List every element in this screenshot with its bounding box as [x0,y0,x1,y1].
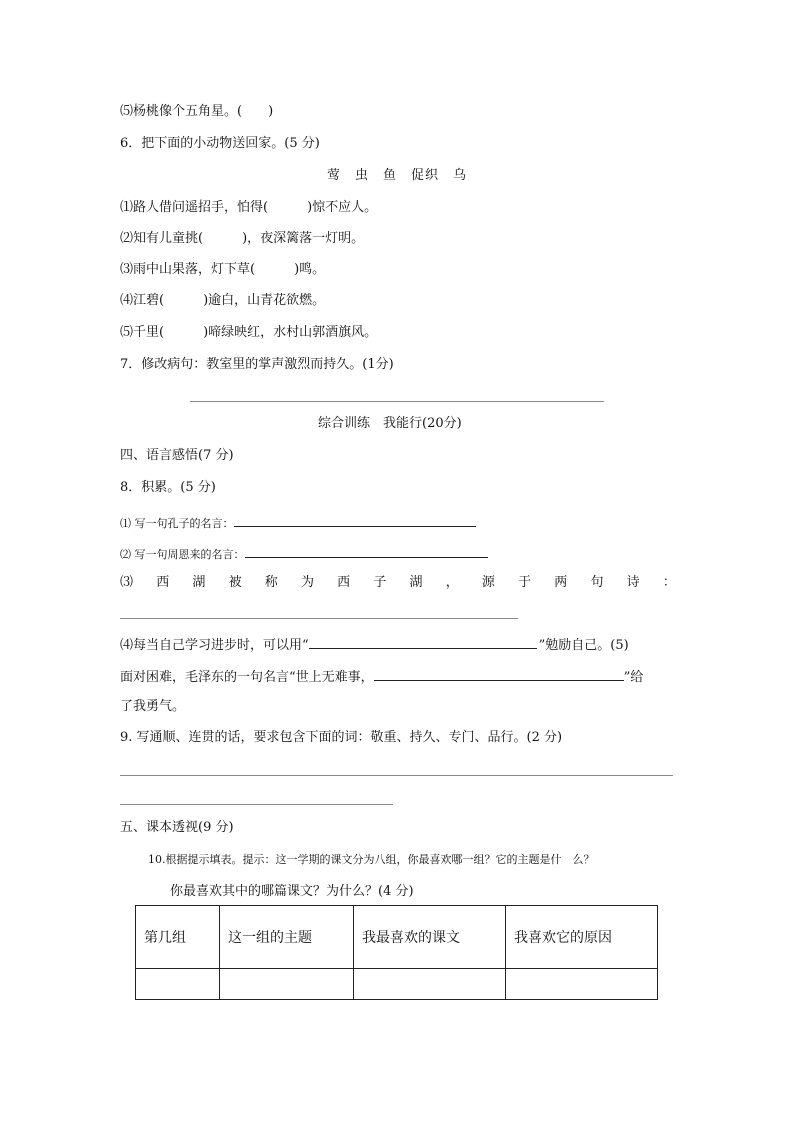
char: 称 [264,575,278,590]
question-8-item-5-cont: 了我勇气。 [120,699,186,714]
char: 西 [156,575,170,590]
question-6-item-5: ⑸千里( )啼绿映红，水村山郭酒旗风。 [120,325,378,340]
char: 句 [590,575,604,590]
table-header-cell: 第几组 [136,906,220,969]
section-title: 综合训练 我能行(20分) [318,416,462,431]
answer-line[interactable] [120,618,518,619]
char: 诗 [626,575,640,590]
char: 湖 [409,575,423,590]
char: 子 [373,575,387,590]
question-8-item-3 [120,574,676,592]
question-8-title: 8．积累。(5 分) [120,480,216,495]
answer-blank[interactable] [245,543,488,558]
question-8-item-4 [120,634,629,655]
char: ： [662,575,676,590]
char: 源 [481,575,495,590]
table-row [136,969,658,1000]
answer-blank[interactable] [309,634,537,649]
question-8-item-2 [120,543,488,564]
answer-line[interactable] [120,775,673,776]
char: 湖 [192,575,206,590]
section-divider [190,401,604,402]
answer-table [135,905,658,1000]
question-6-title: 6．把下面的小动物送回家。(5 分) [120,136,320,151]
item-5-5: ⑸杨桃像个五角星。( ) [120,104,274,119]
char: 被 [228,575,242,590]
question-6-item-1: ⑴路人借问遥招手，怕得( )惊不应人。 [120,200,378,215]
part-5-heading: 五、课本透视(9 分) [120,820,234,835]
table-header-row [136,906,658,969]
question-8-item-4-prefix: ⑷每当自己学习进步时，可以用“ [120,638,309,653]
question-10-prompt-cont: 你最喜欢其中的哪篇课文？为什么？(4 分) [170,884,414,899]
table-header-cell: 我最喜欢的课文 [354,906,506,969]
question-10-prompt: 10.根据提示填表。提示：这一学期的课文分为八组，你最喜欢哪一组？它的主题是什 么？ [148,853,595,866]
question-8-item-5 [120,666,643,687]
part-4-heading: 四、语言感悟(7 分) [120,448,234,463]
char: 西 [337,575,351,590]
question-8-item-5-prefix: 面对困难，毛泽东的一句名言“世上无难事， [120,670,374,685]
question-8-item-1 [120,512,476,533]
answer-blank[interactable] [374,666,624,681]
question-7: 7．修改病句：教室里的掌声激烈而持久。(1分) [120,357,394,372]
table-cell[interactable] [220,969,354,1000]
answer-line[interactable] [120,804,393,805]
question-8-item-5-suffix: ”给 [623,670,644,685]
char: 为 [300,575,314,590]
table-header-cell: 我喜欢它的原因 [506,906,658,969]
question-8-item-2-label: ⑵ 写一句周恩来的名言： [120,548,245,561]
answer-blank[interactable] [234,512,476,527]
table-cell[interactable] [506,969,658,1000]
char: ⑶ [120,575,134,590]
char: ， [445,575,459,590]
question-6-item-4: ⑷江碧( )逾白，山青花欲燃。 [120,293,326,308]
question-6-word-bank: 莺 虫 鱼 促织 乌 [327,168,468,183]
question-6-item-2: ⑵知有儿童挑( )，夜深篱落一灯明。 [120,231,365,246]
char: 两 [554,575,568,590]
table-cell[interactable] [136,969,220,1000]
char: 于 [518,575,532,590]
question-8-item-4-suffix: ”勉励自己。(5) [538,638,629,653]
question-8-item-1-label: ⑴ 写一句孔子的名言： [120,517,234,530]
question-6-item-3: ⑶雨中山果落，灯下草( )鸣。 [120,262,326,277]
table-header-cell: 这一组的主题 [220,906,354,969]
question-9: 9. 写通顺、连贯的话，要求包含下面的词：敬重、持久、专门、品行。(2 分) [120,730,563,745]
table-cell[interactable] [354,969,506,1000]
